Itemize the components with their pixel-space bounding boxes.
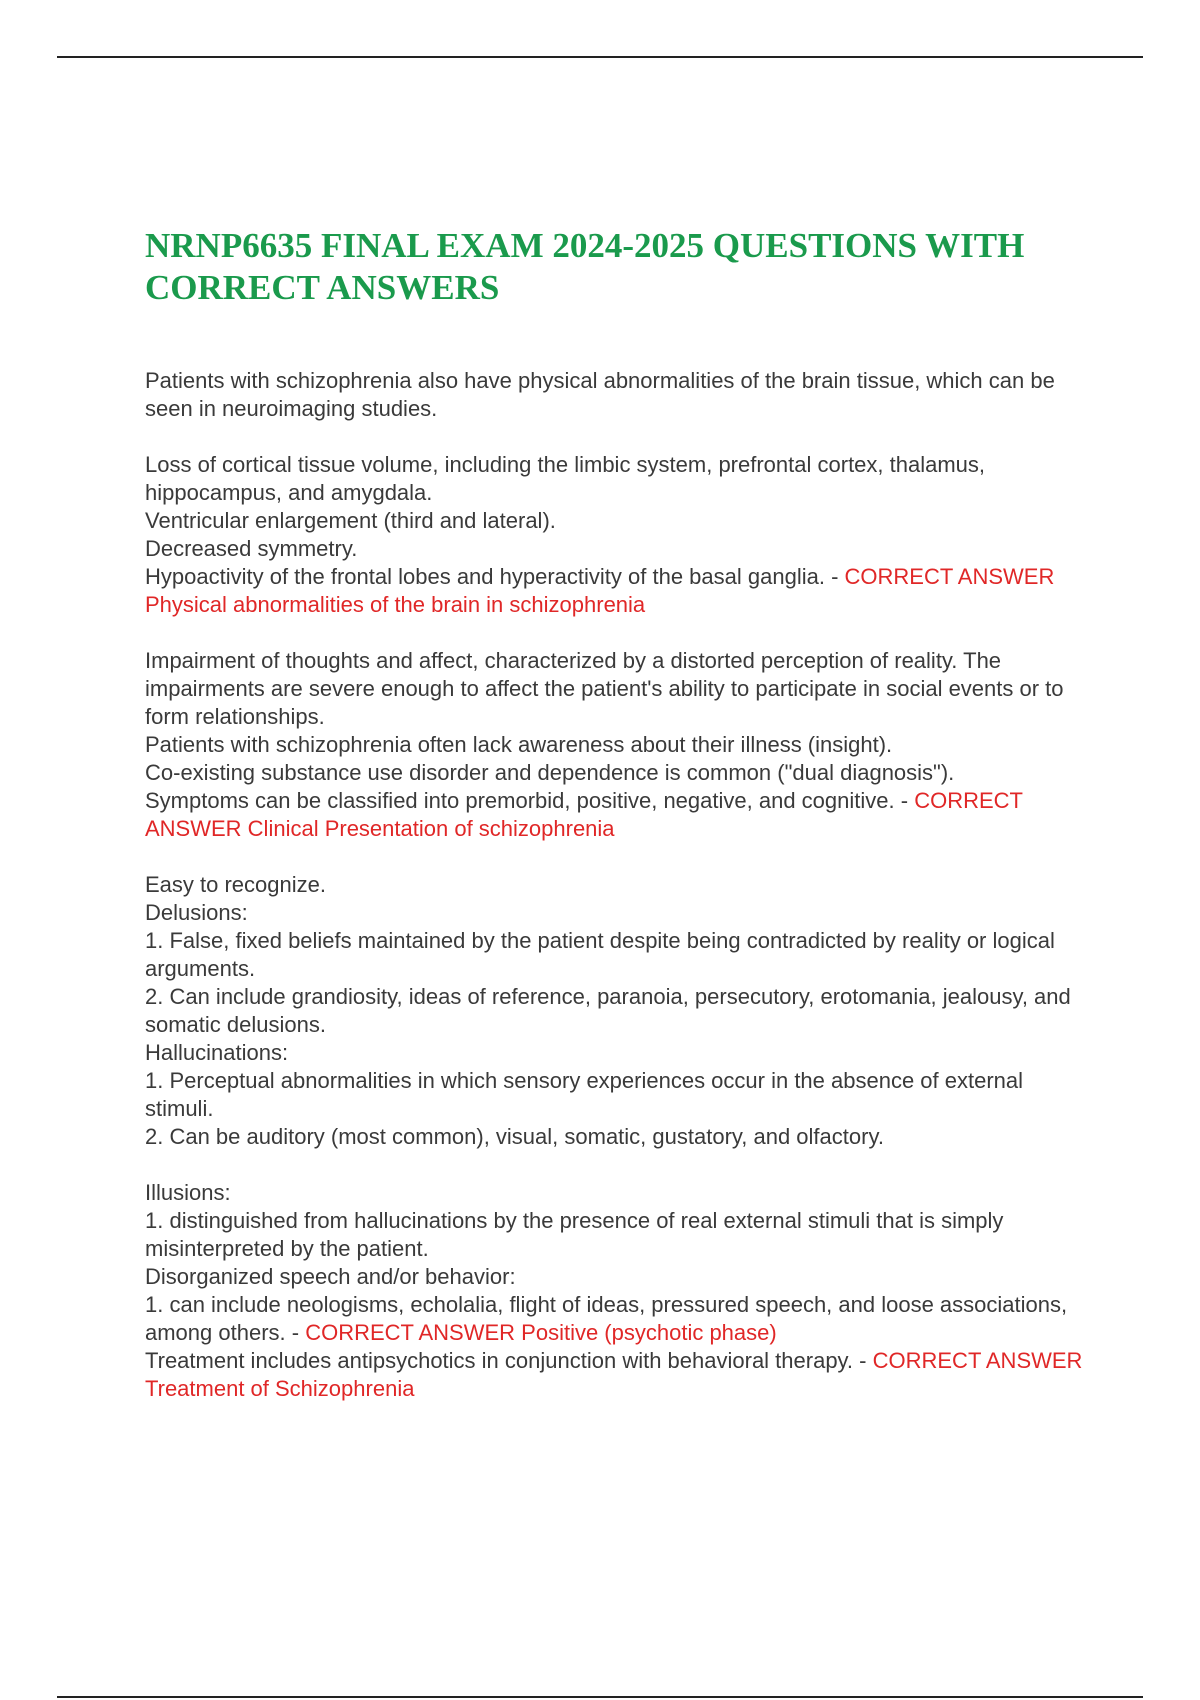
document-title: NRNP6635 FINAL EXAM 2024-2025 QUESTIONS WITH CORRECT ANSWERS bbox=[145, 226, 1025, 307]
correct-answer: CORRECT ANSWER Positive (psychotic phase) bbox=[305, 1320, 777, 1345]
text-block bbox=[145, 871, 1085, 1151]
text-line: Disorganized speech and/or behavior: bbox=[145, 1264, 516, 1289]
text-line: Hallucinations: bbox=[145, 1040, 289, 1065]
text-line: Patients with schizophrenia also have physical abnormalities of the brain tissue, which can be seen in neuroimaging studies. bbox=[145, 368, 1055, 421]
answer-separator: - bbox=[824, 564, 845, 589]
answer-separator: - bbox=[853, 1348, 873, 1373]
document-content bbox=[145, 225, 1085, 1431]
text-line: Easy to recognize. bbox=[145, 872, 326, 897]
bottom-rule bbox=[57, 1696, 1143, 1698]
answer-separator: - bbox=[894, 788, 915, 813]
top-rule bbox=[57, 56, 1143, 58]
text-line: Decreased symmetry. bbox=[145, 536, 358, 561]
question-last-line bbox=[145, 1347, 1085, 1403]
text-line: 2. Can be auditory (most common), visual, somatic, gustatory, and olfactory. bbox=[145, 1124, 884, 1149]
text-block bbox=[145, 367, 1085, 423]
text-line: 1. False, fixed beliefs maintained by the patient despite being contradicted by reality or logical arguments. bbox=[145, 928, 1055, 981]
qa-block bbox=[145, 647, 1085, 843]
text-line: Delusions: bbox=[145, 900, 248, 925]
question-last-line bbox=[145, 787, 1085, 843]
correct-answer: CORRECT ANSWER Clinical Presentation of schizophrenia bbox=[145, 788, 1023, 841]
question-text: 1. can include neologisms, echolalia, flight of ideas, pressured speech, and loose associations, among others. bbox=[145, 1292, 1068, 1345]
question-text: Symptoms can be classified into premorbid, positive, negative, and cognitive. bbox=[145, 788, 895, 813]
text-line: Illusions: bbox=[145, 1180, 231, 1205]
question-text: Hypoactivity of the frontal lobes and hyperactivity of the basal ganglia. bbox=[145, 564, 825, 589]
text-line: 1. Perceptual abnormalities in which sensory experiences occur in the absence of external stimuli. bbox=[145, 1068, 1024, 1121]
text-line: Ventricular enlargement (third and lateral). bbox=[145, 508, 556, 533]
text-line: Patients with schizophrenia often lack awareness about their illness (insight). bbox=[145, 732, 893, 757]
qa-block bbox=[145, 451, 1085, 619]
question-last-line bbox=[145, 563, 1085, 619]
text-line: Co-existing substance use disorder and dependence is common ("dual diagnosis"). bbox=[145, 760, 955, 785]
qa-block bbox=[145, 1179, 1085, 1403]
correct-answer: CORRECT ANSWER Physical abnormalities of the brain in schizophrenia bbox=[145, 564, 1055, 617]
text-line: 2. Can include grandiosity, ideas of reference, paranoia, persecutory, erotomania, jealousy, and somatic delusions. bbox=[145, 984, 1071, 1037]
answer-separator: - bbox=[285, 1320, 306, 1345]
text-line: Loss of cortical tissue volume, including the limbic system, prefrontal cortex, thalamus, hippocampus, and amygdala. bbox=[145, 452, 986, 505]
text-line: 1. distinguished from hallucinations by the presence of real external stimuli that is simply misinterpreted by the patient. bbox=[145, 1208, 1004, 1261]
correct-answer: CORRECT ANSWER Treatment of Schizophrenia bbox=[145, 1348, 1083, 1401]
text-line: Impairment of thoughts and affect, characterized by a distorted perception of reality. The impairments are severe enough to affect the patient's ability to participate in social events or to form relationships. bbox=[145, 648, 1064, 729]
question-last-line bbox=[145, 1291, 1085, 1347]
question-text: Treatment includes antipsychotics in conjunction with behavioral therapy. bbox=[145, 1348, 854, 1373]
